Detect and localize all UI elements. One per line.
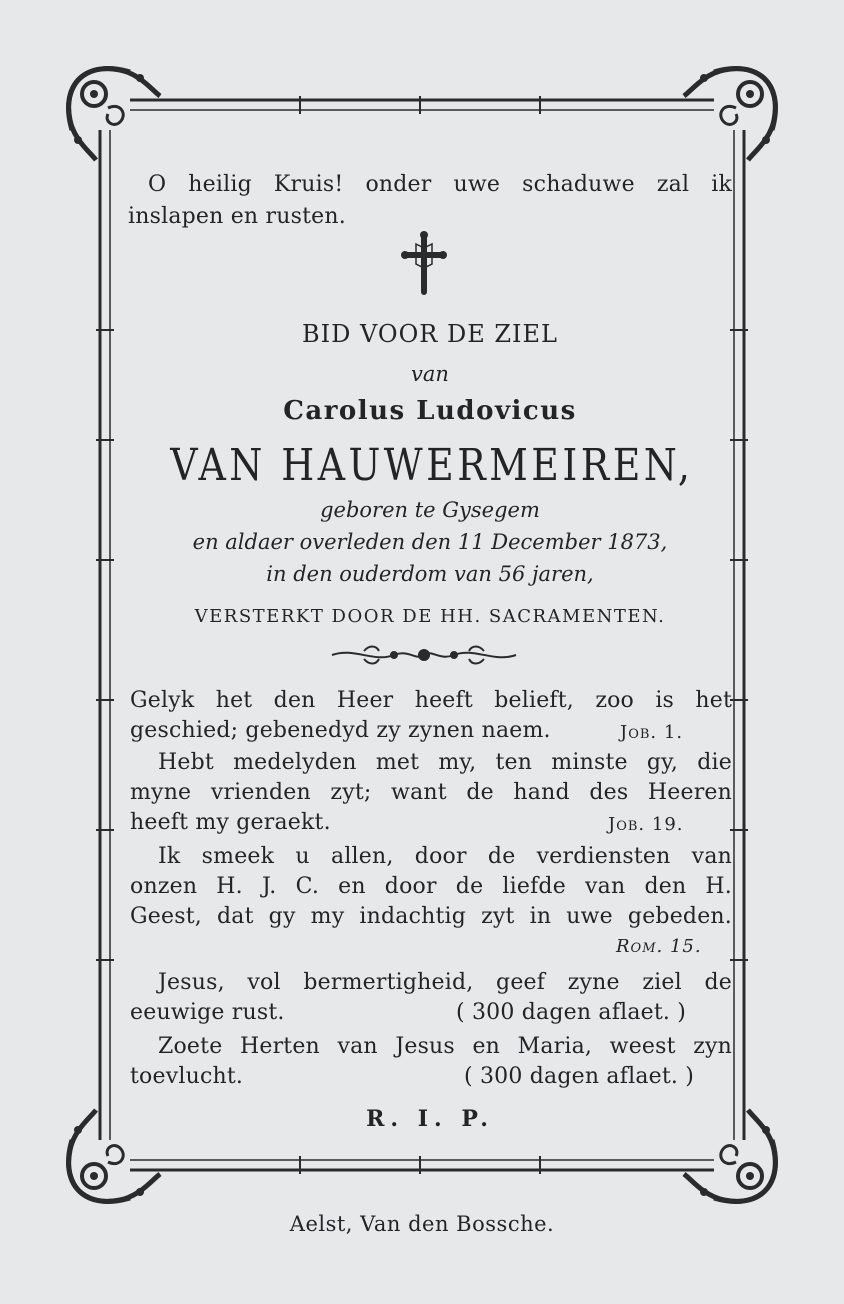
prayer-4-line-1: Jesus, vol bermertigheid, geef zyne ziel de bbox=[158, 970, 732, 995]
heading-given-names: Carolus Ludovicus bbox=[283, 396, 577, 426]
prayer-2-line-1: Hebt medelyden met my, ten minste gy, die bbox=[158, 750, 732, 775]
heading-bid: BID VOOR DE ZIEL bbox=[302, 320, 558, 348]
prayer-3-line-1: Ik smeek u allen, door de verdiensten van bbox=[158, 844, 732, 869]
prayer-2-line-2: myne vrienden zyt; want de hand des Heeren bbox=[130, 780, 732, 805]
prayer-3-line-3: Geest, dat gy my indachtig zyt in uwe gebeden. bbox=[130, 904, 732, 929]
prayer-1-line-1: Gelyk het den Heer heeft belieft, zoo is het bbox=[130, 688, 732, 713]
prayer-2-ref: Job. 19. bbox=[608, 814, 684, 835]
heading-van: van bbox=[411, 362, 449, 386]
heading-sacraments: VERSTERKT DOOR DE HH. SACRAMENTEN. bbox=[194, 606, 666, 627]
prayer-4-line-2: eeuwige rust. bbox=[130, 1000, 285, 1025]
prayer-5-line-2: toevlucht. bbox=[130, 1064, 244, 1089]
prayer-3-ref: Rom. 15. bbox=[616, 936, 702, 957]
prayer-5-line-1: Zoete Herten van Jesus en Maria, weest zyn bbox=[158, 1034, 732, 1059]
prayer-2-line-3: heeft my geraekt. bbox=[130, 810, 331, 835]
prayer-1-ref: Job. 1. bbox=[620, 722, 684, 743]
heading-age: in den ouderdom van 56 jaren, bbox=[266, 562, 594, 586]
printer-credit: Aelst, Van den Bossche. bbox=[289, 1212, 555, 1236]
prayer-4-indulgence: ( 300 dagen aflaet. ) bbox=[456, 1000, 687, 1025]
prayer-1-line-2: geschied; gebenedyd zy zynen naem. bbox=[130, 718, 551, 743]
card-content bbox=[128, 168, 732, 1138]
heading-born: geboren te Gysegem bbox=[320, 498, 540, 522]
intro-line-1: O heilig Kruis! onder uwe schaduwe zal ik bbox=[148, 172, 732, 197]
heading-died: en aldaer overleden den 11 December 1873, bbox=[192, 530, 668, 554]
closing-rip: R. I. P. bbox=[366, 1106, 494, 1132]
intro-line-2: inslapen en rusten. bbox=[128, 204, 346, 229]
heading-surname: VAN HAUWERMEIREN, bbox=[170, 440, 694, 491]
prayer-5-indulgence: ( 300 dagen aflaet. ) bbox=[464, 1064, 695, 1089]
prayer-3-line-2: onzen H. J. C. en door de liefde van den H. bbox=[130, 874, 732, 899]
